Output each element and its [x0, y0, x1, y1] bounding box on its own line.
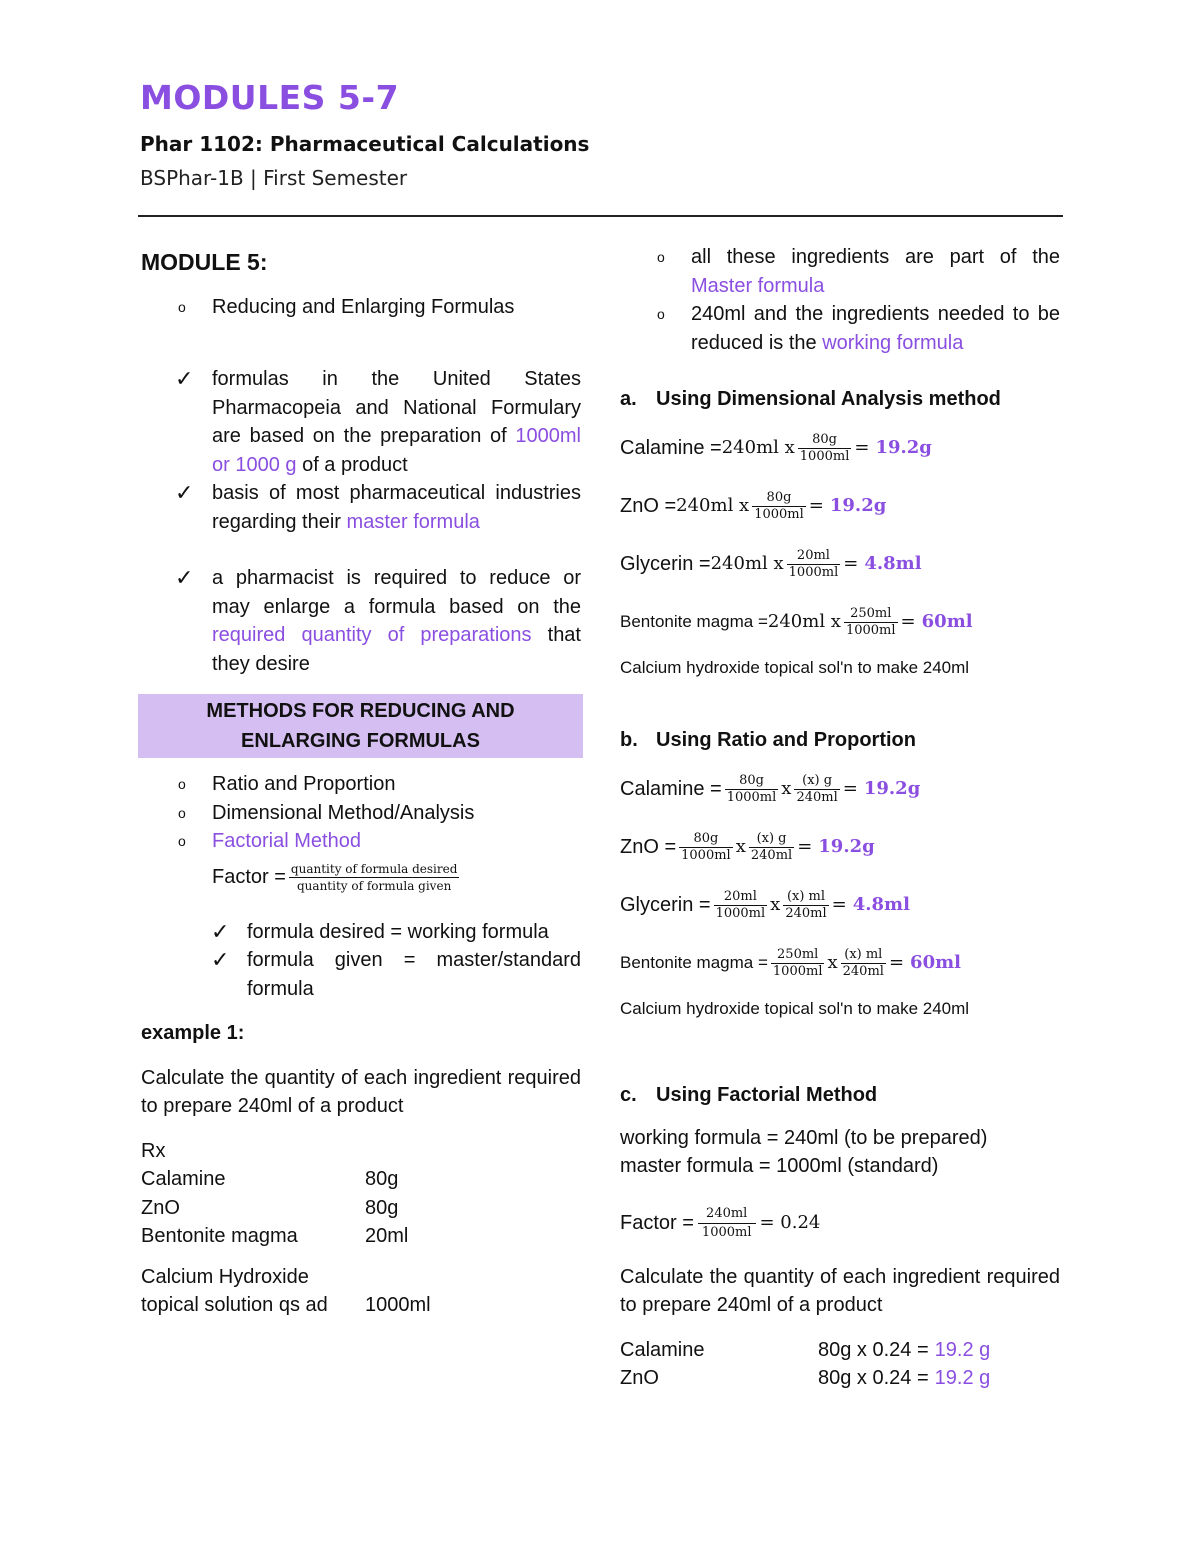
rx-label: Rx	[141, 1139, 166, 1162]
multiply-sign: x	[735, 836, 746, 858]
equation-result: 19.2g	[829, 495, 887, 517]
equation-fraction	[752, 490, 806, 523]
multiply-sign: x	[827, 952, 838, 974]
methods-banner	[138, 694, 583, 758]
ingredient-label: Calamine =	[620, 778, 722, 801]
ingredient-qty: 20ml	[365, 1225, 409, 1247]
equation-fraction	[749, 831, 794, 864]
section-c-heading	[620, 1081, 1060, 1110]
calc-text: Calculate the quantity of each ingredient required to prepare 240ml of a product	[620, 1265, 1060, 1316]
equation-fraction	[787, 548, 841, 581]
fraction-denominator: 1000ml	[701, 1225, 752, 1240]
header-divider	[138, 215, 1063, 217]
highlight-text: Master formula	[691, 274, 825, 297]
fraction-denominator: 1000ml	[799, 449, 850, 464]
highlight-text: 1000ml or 1000 g	[212, 425, 581, 476]
fraction-numerator: 240ml	[698, 1205, 756, 1224]
equals-sign: =	[797, 836, 813, 858]
fraction-numerator: 20ml	[714, 889, 768, 906]
topic-text: Reducing and Enlarging Formulas	[212, 295, 515, 318]
factor-label: Factor =	[212, 866, 286, 889]
calc-expression: 80g x 0.24 =	[818, 1367, 929, 1389]
method-item	[141, 770, 581, 799]
equation-lhs: 240ml x	[721, 437, 795, 459]
section-letter: a.	[620, 388, 637, 410]
calc-expression: 80g x 0.24 =	[818, 1338, 929, 1361]
checkmark-icon: ✓	[175, 565, 194, 590]
equals-sign: =	[842, 778, 858, 800]
dim-equation-row	[620, 594, 1060, 652]
fraction-numerator: 80g	[798, 432, 852, 449]
sub-note-item	[141, 918, 581, 947]
fraction-denominator: 1000ml	[726, 790, 777, 805]
fraction-numerator: 80g	[679, 831, 733, 848]
example-text: Calculate the quantity of each ingredient required to prepare 240ml of a product	[141, 1066, 581, 1117]
factor-result: = 0.24	[759, 1212, 821, 1234]
factor-equation	[620, 1195, 1060, 1253]
ingredient-name: Calamine	[620, 1338, 705, 1361]
highlight-text: working formula	[822, 331, 964, 354]
dim-equation-row	[620, 478, 1060, 536]
checkmark-icon: ✓	[175, 366, 194, 391]
bullet-item	[620, 300, 1060, 357]
equation-result: 19.2g	[875, 437, 932, 459]
ingredient-name: topical solution qs ad	[141, 1294, 328, 1316]
rx-row	[141, 1222, 581, 1251]
note-text: formula desired = working formula	[247, 920, 549, 943]
factor-fraction	[289, 861, 459, 894]
equation-lhs: 240ml x	[710, 553, 784, 575]
dimensional-analysis-rows	[620, 420, 1060, 652]
section-a-heading	[620, 385, 1060, 414]
equation-lhs: 240ml x	[767, 611, 841, 633]
dim-equation-row	[620, 420, 1060, 478]
dim-note: Calcium hydroxide topical sol'n to make 240ml	[620, 657, 970, 677]
equals-sign: =	[843, 553, 859, 575]
ingredient-qty: 80g	[365, 1196, 399, 1219]
bullet-text: all these ingredients are part of the	[691, 246, 1060, 268]
circle-bullet-icon: o	[178, 833, 186, 849]
fraction-denominator: 1000ml	[772, 964, 823, 979]
ratio-equation-row	[620, 877, 1060, 935]
note-text: basis of most pharmaceutical industries regarding their	[212, 482, 581, 533]
calc-row	[620, 1364, 1060, 1393]
equation-result: 4.8ml	[852, 894, 910, 916]
equation-fraction	[794, 773, 839, 806]
equals-sign: =	[888, 952, 905, 974]
section-letter: c.	[620, 1084, 637, 1106]
note-item	[141, 365, 581, 479]
section-b-heading	[620, 726, 1060, 755]
equation-result: 60ml	[921, 611, 973, 633]
ingredient-name: Bentonite magma	[141, 1225, 298, 1247]
working-formula-line: working formula = 240ml (to be prepared)	[620, 1126, 988, 1149]
note-text: that they desire	[212, 624, 581, 675]
banner-line: METHODS FOR REDUCING AND	[206, 700, 515, 722]
checkmark-icon: ✓	[175, 480, 194, 505]
method-text: Factorial Method	[212, 830, 361, 852]
method-text: Dimensional Method/Analysis	[212, 801, 475, 824]
master-formula-line: master formula = 1000ml (standard)	[620, 1155, 939, 1177]
highlight-text: required quantity of preparations	[212, 624, 532, 646]
section-title: Using Factorial Method	[656, 1084, 878, 1106]
note-text: formula given = master/standard formula	[247, 949, 581, 1000]
right-column	[620, 240, 1060, 1393]
circle-bullet-icon: o	[657, 306, 665, 322]
equation-fraction	[771, 947, 825, 980]
fraction-numerator: (x) g	[794, 773, 839, 790]
equation-fraction	[714, 889, 768, 922]
fraction-numerator: 250ml	[844, 606, 898, 623]
ingredient-label: ZnO =	[620, 495, 677, 518]
ratio-equation-row	[620, 935, 1060, 993]
ingredient-name: ZnO	[141, 1196, 180, 1219]
circle-bullet-icon: o	[178, 804, 186, 821]
fraction-numerator: (x) ml	[783, 889, 828, 906]
fraction-denominator: 240ml	[785, 906, 827, 921]
rx-row	[141, 1165, 581, 1194]
equals-sign: =	[831, 894, 847, 916]
fraction-denominator: 1000ml	[715, 906, 766, 921]
fraction-denominator: quantity of formula given	[297, 879, 452, 893]
fraction-numerator: 250ml	[771, 947, 825, 964]
checkmark-icon: ✓	[211, 918, 230, 944]
fraction-numerator: 80g	[752, 490, 806, 507]
fraction-denominator: 240ml	[796, 790, 838, 805]
equation-fraction	[725, 773, 779, 806]
calc-rows	[620, 1336, 1060, 1393]
page-title: MODULES 5-7	[140, 78, 400, 117]
equation-result: 19.2g	[818, 836, 875, 858]
equation-result: 4.8ml	[864, 553, 922, 575]
ingredient-label: Glycerin =	[620, 894, 711, 917]
ingredient-label: Calamine =	[620, 437, 722, 460]
multiply-sign: x	[781, 778, 792, 800]
calc-result: 19.2 g	[934, 1338, 991, 1361]
multiply-sign: x	[770, 894, 781, 916]
bullet-item	[620, 243, 1060, 300]
left-column	[141, 240, 581, 1320]
circle-bullet-icon: o	[178, 776, 186, 792]
calc-result: 19.2 g	[934, 1367, 991, 1389]
bullet-text: 240ml and the ingredients needed to be reduced is the	[691, 303, 1060, 354]
fraction-denominator: 1000ml	[681, 848, 731, 863]
ingredient-qty: 1000ml	[365, 1294, 431, 1316]
course-meta: BSPhar-1B | First Semester	[140, 166, 408, 190]
ratio-equation-row	[620, 819, 1060, 877]
topic-item	[141, 293, 581, 322]
equation-fraction	[844, 606, 898, 639]
ingredient-qty: 80g	[365, 1168, 399, 1190]
equation-result: 19.2g	[863, 778, 921, 800]
ingredient-label: Glycerin =	[620, 553, 711, 576]
course-title: Phar 1102: Pharmaceutical Calculations	[140, 132, 590, 156]
module-heading: MODULE 5:	[141, 249, 268, 275]
rx-last-line: Calcium Hydroxide	[141, 1265, 309, 1288]
ratio-note: Calcium hydroxide topical sol'n to make 240ml	[620, 998, 970, 1018]
note-item	[141, 564, 581, 678]
equals-sign: =	[854, 437, 870, 459]
method-item	[141, 799, 581, 828]
fraction-numerator: 80g	[725, 773, 779, 790]
ingredient-label: Bentonite magma =	[620, 612, 768, 632]
section-title: Using Ratio and Proportion	[656, 729, 916, 751]
rx-row	[141, 1194, 581, 1223]
factor-label: Factor =	[620, 1212, 694, 1235]
document-header	[140, 78, 1062, 190]
method-item	[141, 827, 581, 856]
dim-equation-row	[620, 536, 1060, 594]
fraction-numerator: (x) g	[749, 831, 794, 848]
calc-row	[620, 1336, 1060, 1365]
note-text: formulas in the United States Pharmacopeia and National Formulary are based on the preparation of	[212, 368, 581, 447]
sub-note-item	[141, 946, 581, 1003]
ingredient-label: ZnO =	[620, 836, 677, 859]
section-letter: b.	[620, 729, 638, 751]
fraction-denominator: 1000ml	[845, 623, 896, 638]
section-title: Using Dimensional Analysis method	[656, 388, 1001, 410]
example-heading: example 1:	[141, 1022, 245, 1044]
note-text: of a product	[296, 453, 408, 476]
factor-fraction	[698, 1205, 756, 1242]
equation-lhs: 240ml x	[676, 495, 750, 517]
fraction-numerator: 20ml	[787, 548, 841, 565]
note-text: a pharmacist is required to reduce or may enlarge a formula based on the	[212, 567, 581, 618]
equation-fraction	[783, 889, 828, 922]
equation-fraction	[841, 947, 886, 980]
factor-definition	[141, 856, 581, 900]
highlight-text: master formula	[346, 510, 480, 533]
ratio-equation-row	[620, 761, 1060, 819]
circle-bullet-icon: o	[178, 298, 186, 315]
equals-sign: =	[900, 611, 916, 633]
ratio-proportion-rows	[620, 761, 1060, 993]
circle-bullet-icon: o	[657, 249, 665, 265]
fraction-numerator: (x) ml	[841, 947, 886, 964]
equation-result: 60ml	[910, 952, 961, 974]
fraction-denominator: 1000ml	[754, 507, 804, 522]
ingredient-name: ZnO	[620, 1367, 659, 1389]
method-text: Ratio and Proportion	[212, 773, 396, 795]
fraction-denominator: 240ml	[750, 848, 793, 863]
ingredient-label: Bentonite magma =	[620, 953, 768, 973]
fraction-denominator: 1000ml	[788, 565, 839, 580]
checkmark-icon: ✓	[211, 947, 230, 972]
ingredient-name: Calamine	[141, 1168, 226, 1190]
fraction-numerator: quantity of formula desired	[290, 862, 458, 876]
equation-fraction	[798, 432, 852, 465]
banner-line: ENLARGING FORMULAS	[241, 730, 480, 752]
rx-row	[141, 1291, 581, 1320]
equals-sign: =	[808, 495, 824, 517]
note-item	[141, 479, 581, 536]
fraction-denominator: 240ml	[842, 964, 884, 979]
equation-fraction	[679, 831, 733, 864]
